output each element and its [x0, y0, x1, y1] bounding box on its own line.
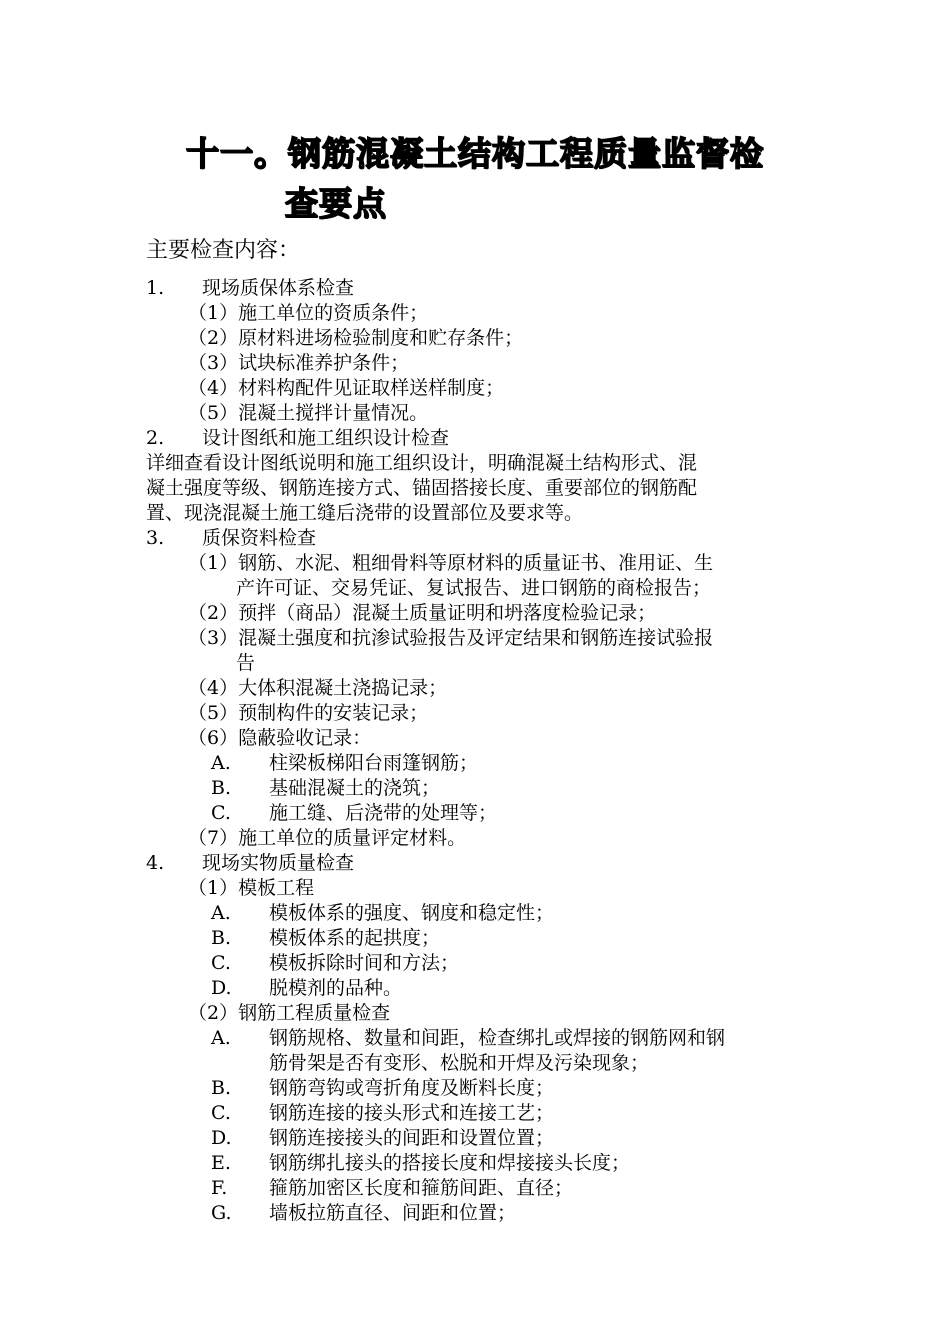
item-letter: A.	[211, 752, 231, 774]
item-letter: A.	[211, 902, 231, 924]
sub-list-item	[211, 1026, 725, 1051]
sub-list-item	[211, 751, 478, 776]
list-item-continuation: 告	[236, 652, 256, 674]
sub-list-item	[211, 776, 440, 801]
section-number: 4.	[146, 852, 165, 874]
section-title: 现场质保体系检查	[202, 277, 355, 299]
section-title: 现场实物质量检查	[202, 852, 355, 874]
item-text: 基础混凝土的浇筑；	[269, 777, 441, 799]
section-1-heading	[146, 276, 354, 301]
sub-list-item	[211, 1176, 573, 1201]
item-text: 箍筋加密区长度和箍筋间距、直径；	[269, 1177, 574, 1199]
sub-list-item	[211, 926, 440, 951]
item-text: 脱模剂的品种。	[269, 977, 403, 999]
section-title: 质保资料检查	[202, 527, 317, 549]
section-3-heading	[146, 526, 316, 551]
item-letter: A.	[211, 1027, 231, 1049]
section-4-heading	[146, 851, 354, 876]
sub-list-item	[211, 1076, 554, 1101]
item-text: 模板体系的强度、钢度和稳定性；	[269, 902, 555, 924]
paragraph-line: 详细查看设计图纸说明和施工组织设计，明确混凝土结构形式、混	[146, 452, 698, 474]
list-item: （6）隐蔽验收记录：	[188, 727, 372, 749]
item-text: 柱梁板梯阳台雨篷钢筋；	[269, 752, 479, 774]
list-item: （4）材料构配件见证取样送样制度；	[188, 377, 505, 399]
item-text: 钢筋绑扎接头的搭接长度和焊接接头长度；	[269, 1152, 631, 1174]
sub-list-item	[211, 1101, 554, 1126]
item-letter: E.	[211, 1152, 231, 1174]
list-item: （2）预拌（商品）混凝土质量证明和坍落度检验记录；	[188, 602, 657, 624]
item-letter: D.	[211, 977, 232, 999]
item-letter: C.	[211, 802, 231, 824]
item-text: 钢筋连接的接头形式和连接工艺；	[269, 1102, 555, 1124]
page-title-line-1: 十一。钢筋混凝土结构工程质量监督检	[186, 134, 764, 173]
section-number: 1.	[146, 277, 165, 299]
item-text: 钢筋连接接头的间距和设置位置；	[269, 1127, 555, 1149]
sub-list-item	[211, 901, 554, 926]
list-item-continuation: 产许可证、交易凭证、复试报告、进口钢筋的商检报告；	[236, 577, 712, 599]
sub-list-item	[211, 976, 402, 1001]
item-text: 施工缝、后浇带的处理等；	[269, 802, 498, 824]
item-text: 筋骨架是否有变形、松脱和开焊及污染现象；	[269, 1052, 650, 1074]
list-item: （1）施工单位的资质条件；	[188, 302, 429, 324]
sub-list-item	[211, 1201, 516, 1226]
section-number: 3.	[146, 527, 165, 549]
section-2-heading	[146, 426, 449, 451]
list-item: （4）大体积混凝土浇捣记录；	[188, 677, 448, 699]
item-letter: C.	[211, 952, 231, 974]
list-item: （2）钢筋工程质量检查	[188, 1002, 391, 1024]
item-letter: D.	[211, 1127, 232, 1149]
sub-list-item	[211, 801, 497, 826]
sub-list-item	[211, 1126, 554, 1151]
section-title: 设计图纸和施工组织设计检查	[202, 427, 450, 449]
item-text: 模板体系的起拱度；	[269, 927, 441, 949]
list-item: （2）原材料进场检验制度和贮存条件；	[188, 327, 524, 349]
item-letter: F.	[211, 1177, 228, 1199]
item-text: 钢筋规格、数量和间距，检查绑扎或焊接的钢筋网和钢	[269, 1027, 726, 1049]
section-number: 2.	[146, 427, 165, 449]
list-item: （3）试块标准养护条件；	[188, 352, 410, 374]
item-text: 模板拆除时间和方法；	[269, 952, 460, 974]
item-letter: G.	[211, 1202, 232, 1224]
sub-list-item-continuation	[211, 1051, 649, 1076]
list-item: （7）施工单位的质量评定材料。	[188, 827, 467, 849]
list-item: （5）预制构件的安装记录；	[188, 702, 429, 724]
paragraph-line: 置、现浇混凝土施工缝后浇带的设置部位及要求等。	[146, 502, 584, 524]
page-title-line-2: 查要点	[285, 184, 387, 223]
list-item: （3）混凝土强度和抗渗试验报告及评定结果和钢筋连接试验报	[188, 627, 714, 649]
paragraph-line: 凝土强度等级、钢筋连接方式、锚固搭接长度、重要部位的钢筋配	[146, 477, 698, 499]
sub-list-item	[211, 951, 459, 976]
item-text: 钢筋弯钩或弯折角度及断料长度；	[269, 1077, 555, 1099]
item-text: 墙板拉筋直径、间距和位置；	[269, 1202, 517, 1224]
list-item: （1）钢筋、水泥、粗细骨料等原材料的质量证书、准用证、生	[188, 552, 714, 574]
sub-list-item	[211, 1151, 630, 1176]
item-letter: C.	[211, 1102, 231, 1124]
item-letter: B.	[211, 777, 232, 799]
subheading: 主要检查内容：	[146, 238, 301, 263]
item-letter: B.	[211, 927, 232, 949]
list-item: （5）混凝土搅拌计量情况。	[188, 402, 429, 424]
list-item: （1）模板工程	[188, 877, 315, 899]
item-letter: B.	[211, 1077, 232, 1099]
